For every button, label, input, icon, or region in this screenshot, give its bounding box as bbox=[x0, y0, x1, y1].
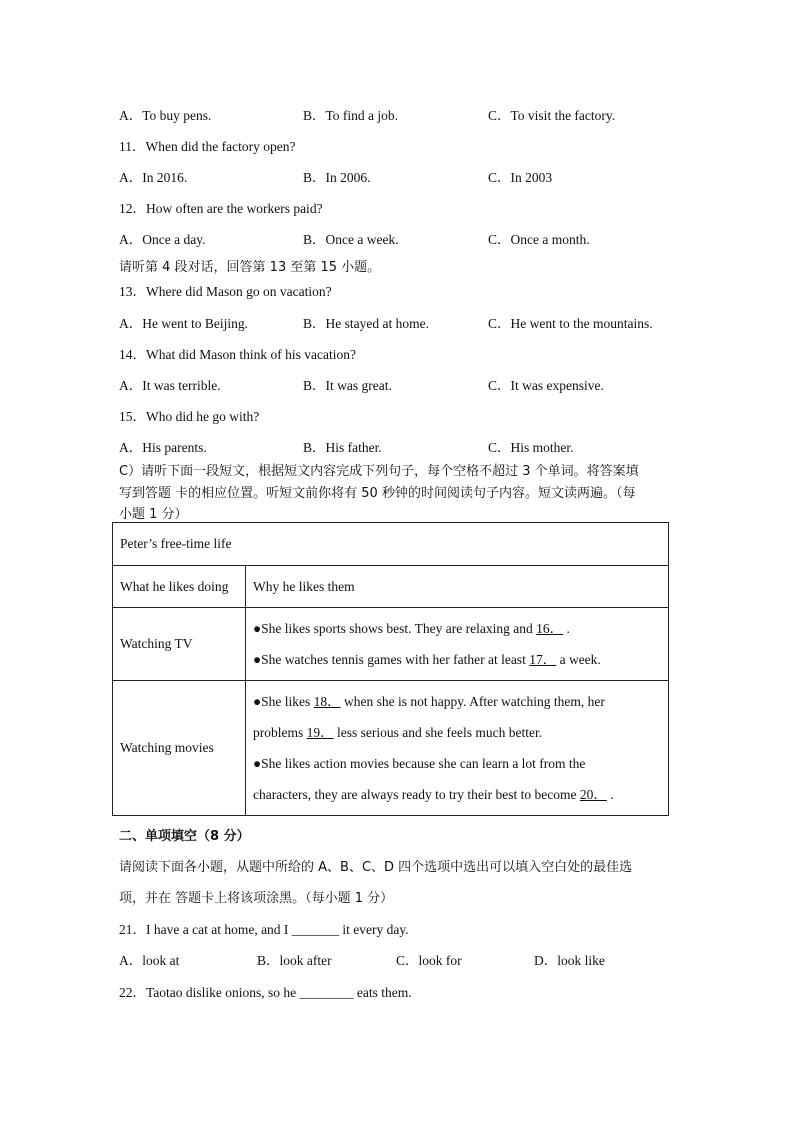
reason-line bbox=[253, 613, 661, 644]
q11-option-b: B．In 2006. bbox=[303, 170, 371, 185]
q10-option-b: B．To find a job. bbox=[303, 108, 399, 123]
reason-text: when she is not happy. After watching them, her bbox=[340, 694, 605, 709]
partc-instruction-line1: C）请听下面一段短文，根据短文内容完成下列句子，每个空格不超过 3 个单词。将答案填 bbox=[119, 464, 639, 479]
reason-text: ●She watches tennis games with her father at least bbox=[253, 652, 530, 667]
q12-option-c: C．Once a month. bbox=[488, 232, 590, 247]
q11-stem: 11．When did the factory open? bbox=[119, 139, 296, 154]
reason-text: problems bbox=[253, 725, 307, 740]
q21-option-c: C．look for bbox=[396, 953, 462, 968]
q15-stem: 15．Who did he go with? bbox=[119, 409, 260, 424]
row-reasons-watching-tv bbox=[246, 608, 669, 681]
q13-option-c: C．He went to the mountains. bbox=[488, 316, 653, 331]
q14-stem: 14．What did Mason think of his vacation? bbox=[119, 347, 356, 362]
table-header-activity: What he likes doing bbox=[113, 566, 246, 608]
blank-17: 17． bbox=[529, 652, 557, 667]
q13-option-a: A．He went to Beijing. bbox=[119, 316, 248, 331]
q21-option-a: A．look at bbox=[119, 953, 180, 968]
q13-option-b: B．He stayed at home. bbox=[303, 316, 429, 331]
free-time-table bbox=[112, 522, 669, 816]
reason-text: characters, they are always ready to try their best to become bbox=[253, 787, 580, 802]
blank-18: 18． bbox=[313, 694, 341, 709]
reason-text: a week. bbox=[556, 652, 601, 667]
reason-line bbox=[253, 686, 661, 717]
q21-option-b: B．look after bbox=[257, 953, 332, 968]
reason-text: . bbox=[563, 621, 570, 636]
row-label-watching-movies: Watching movies bbox=[113, 681, 246, 816]
partc-instruction-line3: 小题 1 分） bbox=[119, 507, 188, 522]
partc-instruction-line2: 写到答题 卡的相应位置。听短文前你将有 50 秒钟的时间阅读句子内容。短文读两遍。（每 bbox=[119, 486, 636, 501]
row-label-watching-tv: Watching TV bbox=[113, 608, 246, 681]
q10-option-a: A．To buy pens. bbox=[119, 108, 212, 123]
section4-instruction: 请听第 4 段对话，回答第 13 至第 15 小题。 bbox=[119, 260, 381, 275]
reason-text: . bbox=[606, 787, 614, 802]
reason-line bbox=[253, 779, 661, 810]
q14-option-c: C．It was expensive. bbox=[488, 378, 604, 393]
q10-option-c: C．To visit the factory. bbox=[488, 108, 616, 123]
q15-option-b: B．His father. bbox=[303, 440, 382, 455]
reason-text: ●She likes sports shows best. They are relaxing and bbox=[253, 621, 537, 636]
blank-16: 16． bbox=[536, 621, 564, 636]
q14-option-a: A．It was terrible. bbox=[119, 378, 221, 393]
q21-stem: 21．I have a cat at home, and I _______ it every day. bbox=[119, 922, 409, 937]
blank-19: 19． bbox=[306, 725, 334, 740]
table-header-reason: Why he likes them bbox=[246, 566, 669, 608]
table-title: Peter’s free-time life bbox=[113, 523, 669, 566]
q21-option-d: D．look like bbox=[534, 953, 605, 968]
q12-option-b: B．Once a week. bbox=[303, 232, 399, 247]
q15-option-c: C．His mother. bbox=[488, 440, 574, 455]
reason-line: ●She likes action movies because she can learn a lot from the bbox=[253, 756, 586, 771]
reason-text: ●She likes bbox=[253, 694, 314, 709]
section2-instruction-line2: 项，并在 答题卡上将该项涂黑。（每小题 1 分） bbox=[119, 891, 394, 906]
q22-stem: 22．Taotao dislike onions, so he ________ eats them. bbox=[119, 985, 412, 1000]
q15-option-a: A．His parents. bbox=[119, 440, 207, 455]
reason-line bbox=[253, 717, 661, 748]
q13-stem: 13．Where did Mason go on vacation? bbox=[119, 284, 332, 299]
reason-line bbox=[253, 644, 661, 675]
q12-stem: 12．How often are the workers paid? bbox=[119, 201, 323, 216]
q11-option-a: A．In 2016. bbox=[119, 170, 188, 185]
section2-instruction-line1: 请阅读下面各小题，从题中所给的 A、B、C、D 四个选项中选出可以填入空白处的最佳选 bbox=[119, 860, 633, 875]
section2-heading: 二、单项填空（8 分） bbox=[119, 829, 250, 844]
q14-option-b: B．It was great. bbox=[303, 378, 392, 393]
reason-text: less serious and she feels much better. bbox=[333, 725, 543, 740]
q12-option-a: A．Once a day. bbox=[119, 232, 206, 247]
q11-option-c: C．In 2003 bbox=[488, 170, 553, 185]
row-reasons-watching-movies bbox=[246, 681, 669, 816]
blank-20: 20． bbox=[579, 787, 607, 802]
